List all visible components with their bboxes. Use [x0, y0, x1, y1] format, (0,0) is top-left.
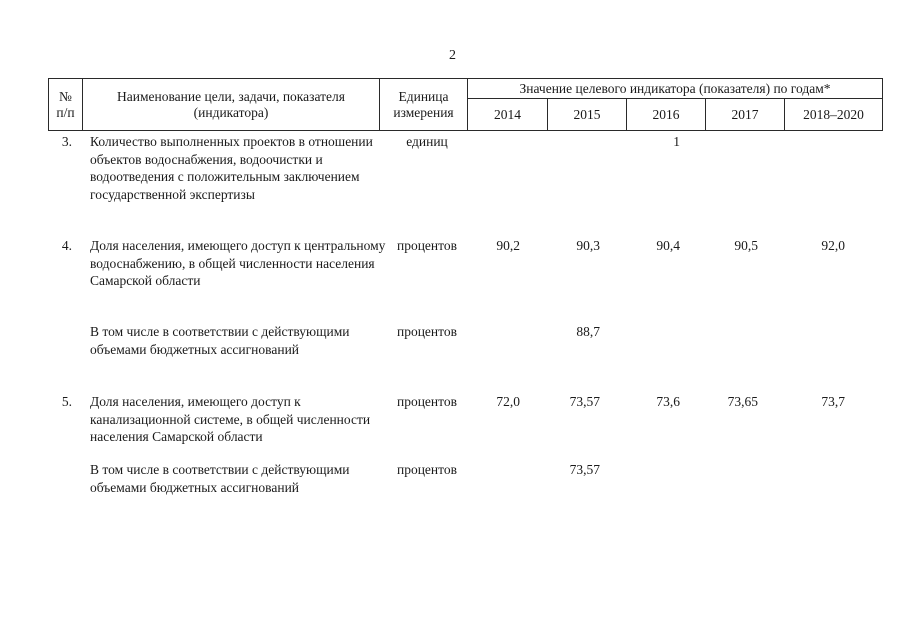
- row-name: Доля населения, имеющего доступ к канализационной системе, в общей численности населения Самарской области: [90, 394, 371, 444]
- row-name: В том числе в соответствии с действующими объемами бюджетных ассигнований: [90, 462, 350, 495]
- row-unit: процентов: [396, 394, 457, 409]
- header-year-2018-2020: 2018–2020: [785, 99, 883, 131]
- row-value-2014: 90,2: [496, 238, 520, 253]
- row-number: 4.: [61, 238, 72, 253]
- row-unit: процентов: [396, 462, 457, 477]
- row-value-2017: 90,5: [734, 238, 758, 253]
- header-year-2016: 2016: [627, 99, 706, 131]
- row-value-2016: 90,4: [656, 238, 680, 253]
- header-year-2015: 2015: [548, 99, 627, 131]
- header-col-name: Наименование цели, задачи, показателя (индикатора): [83, 79, 380, 131]
- header-col-unit: Единица измерения: [380, 79, 468, 131]
- row-value-2015: 88,7: [576, 324, 600, 339]
- header-year-2017: 2017: [706, 99, 785, 131]
- row-name: Доля населения, имеющего доступ к центральному водоснабжению, в общей численности населения Самарской области: [90, 238, 386, 288]
- row-unit: единиц: [406, 134, 448, 149]
- header-col-values-title: Значение целевого индикатора (показателя) по годам*: [468, 79, 883, 99]
- row-value-2018-2020: 73,7: [821, 394, 845, 409]
- row-value-2015: 73,57: [569, 462, 600, 477]
- row-number: 3.: [61, 134, 72, 149]
- row-value-2017: 73,65: [727, 394, 758, 409]
- row-unit: процентов: [396, 238, 457, 253]
- row-value-2015: 90,3: [576, 238, 600, 253]
- row-value-2015: 73,57: [569, 394, 600, 409]
- row-name: В том числе в соответствии с действующими объемами бюджетных ассигнований: [90, 324, 350, 357]
- row-number: 5.: [61, 394, 72, 409]
- row-value-2016: 73,6: [656, 394, 680, 409]
- row-value-2016: 1: [673, 134, 680, 149]
- row-name: Количество выполненных проектов в отношении объектов водоснабжения, водоочистки и водоотведения с положительным заключением государственной экспертизы: [90, 134, 373, 202]
- row-value-2018-2020: 92,0: [821, 238, 845, 253]
- row-value-2014: 72,0: [496, 394, 520, 409]
- header-col-number: № п/п: [49, 79, 83, 131]
- table-header: [48, 78, 883, 131]
- page-number: 2: [449, 48, 456, 63]
- row-unit: процентов: [396, 324, 457, 339]
- header-year-2014: 2014: [468, 99, 548, 131]
